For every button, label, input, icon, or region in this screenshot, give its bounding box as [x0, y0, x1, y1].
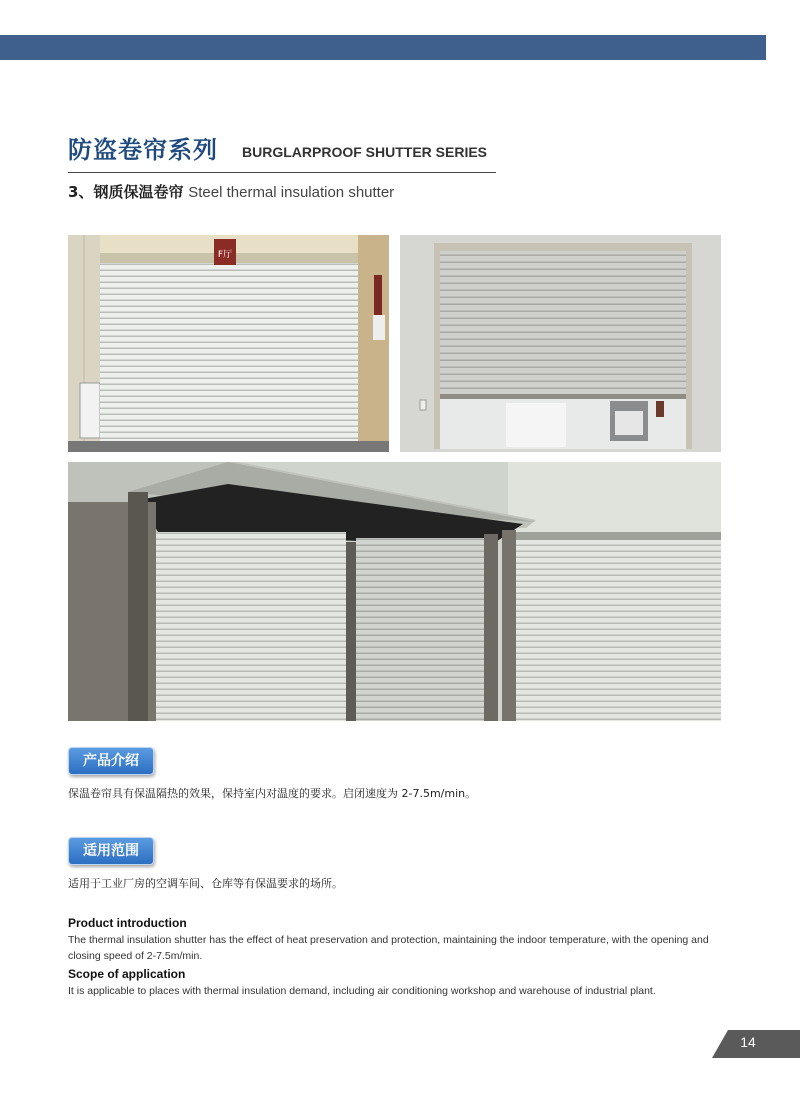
shutter-photo-indoor: [400, 235, 721, 452]
intro-text-en: The thermal insulation shutter has the effect of heat preservation and protection, maintaining the indoor temperature, with the opening and closing speed of 2-7.5m/min.: [68, 934, 709, 962]
scope-text-en: It is applicable to places with thermal insulation demand, including air conditioning workshop and warehouse of industrial plant.: [68, 985, 656, 997]
scope-tag: 适用范围: [68, 837, 154, 865]
section-title: [68, 128, 496, 173]
intro-heading-en: Product introduction: [68, 916, 187, 930]
title-cn: 防盗卷帘系列: [68, 136, 218, 164]
intro-tag: 产品介绍: [68, 747, 154, 775]
product-subtitle: [68, 181, 394, 202]
header-bar: [0, 35, 766, 60]
subtitle-number: 3、: [68, 183, 94, 201]
subtitle-cn: 钢质保温卷帘: [93, 183, 184, 201]
scope-heading-en: Scope of application: [68, 967, 186, 981]
shutter-photo-hall: [68, 235, 389, 452]
title-en: BURGLARPROOF SHUTTER SERIES: [242, 144, 488, 160]
intro-text-cn: 保温卷帘具有保温隔热的效果，保持室内对温度的要求。启闭速度为 2-7.5m/min。: [68, 787, 477, 800]
subtitle-en: Steel thermal insulation shutter: [188, 184, 395, 201]
page-number: 14: [740, 1034, 756, 1050]
scope-text-cn: 适用于工业厂房的空调车间、仓库等有保温要求的场所。: [68, 877, 343, 890]
hall-sign: F厅: [217, 250, 233, 260]
shutter-photo-outdoor: [68, 462, 721, 721]
